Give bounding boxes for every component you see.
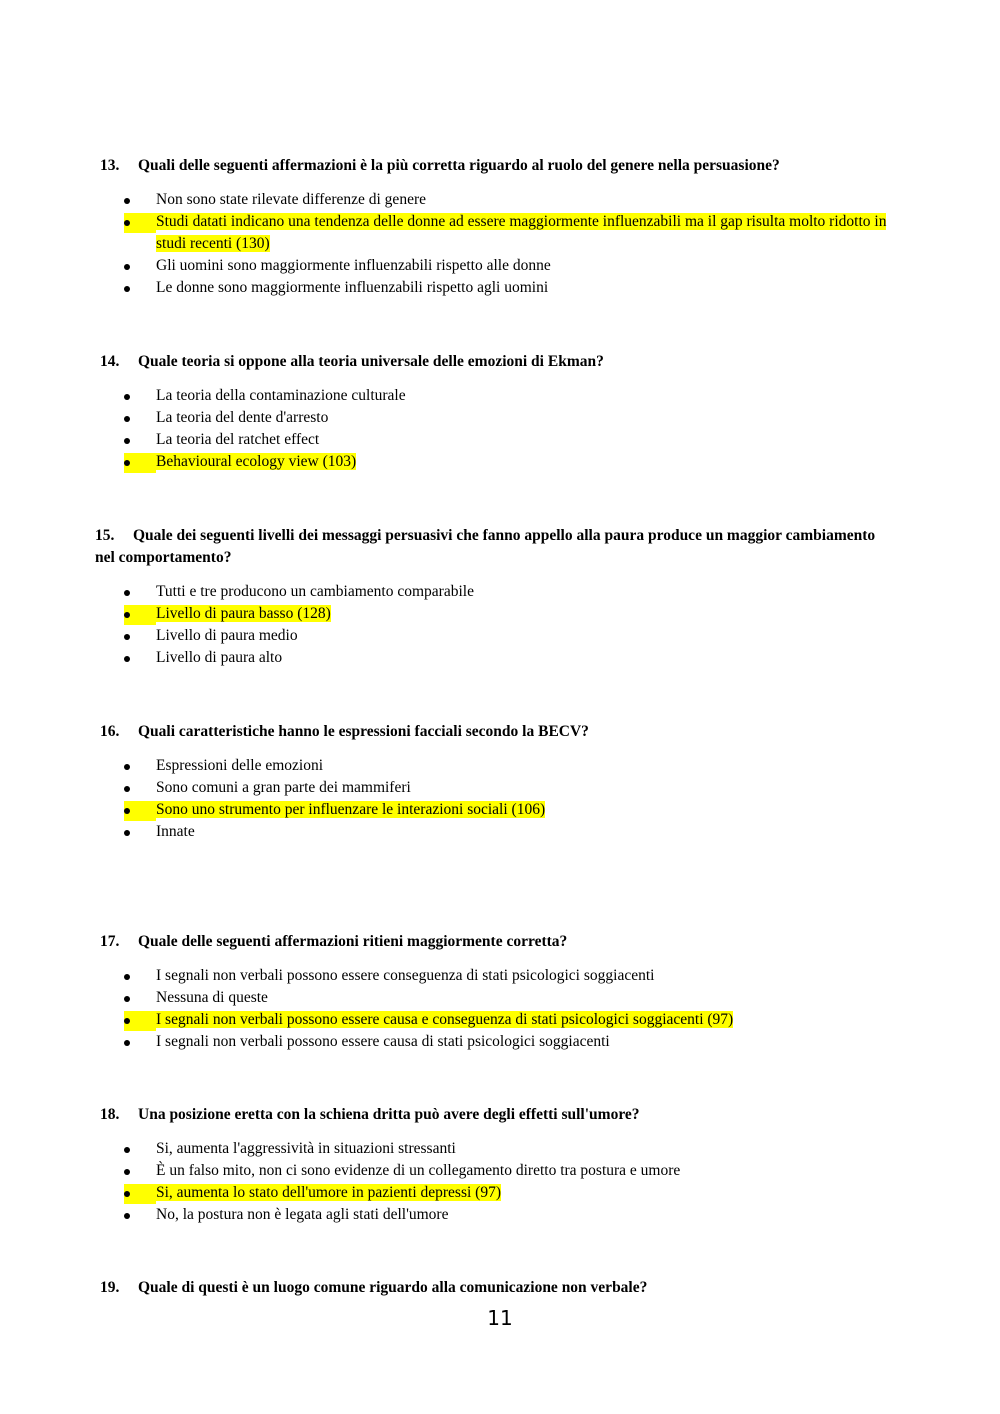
question-19: [95, 1277, 895, 1299]
bullet-icon: [124, 808, 130, 814]
answer-option: [95, 429, 895, 451]
answer-list: [95, 581, 895, 669]
question-15: [95, 525, 895, 669]
answer-option: [95, 821, 895, 843]
bullet-icon: [124, 394, 130, 400]
bullet-icon: [124, 1213, 130, 1219]
answer-text: Innate: [156, 823, 195, 840]
page-number: 11: [487, 1306, 513, 1330]
bullet-icon: [124, 612, 130, 618]
question-title: [95, 1277, 895, 1299]
question-16: [95, 721, 895, 843]
bullet-icon: [124, 198, 130, 204]
question-number: 18.: [100, 1106, 120, 1123]
question-text: Quali caratteristiche hanno le espressioni facciali secondo la BECV?: [138, 723, 589, 740]
bullet-icon: [124, 286, 130, 292]
highlight-marker: [124, 605, 156, 625]
question-title: [95, 931, 895, 953]
question-number: 16.: [100, 723, 120, 740]
answer-option-correct: [95, 211, 895, 255]
answer-option-correct: [95, 451, 895, 473]
answer-text: Nessuna di queste: [156, 989, 268, 1006]
bullet-icon: [124, 220, 130, 226]
bullet-icon: [124, 1147, 130, 1153]
highlight-marker: [124, 213, 156, 233]
answer-text: No, la postura non è legata agli stati dell'umore: [156, 1206, 449, 1223]
answer-option-correct: [95, 603, 895, 625]
question-14: [95, 351, 895, 473]
question-text: Quali delle seguenti affermazioni è la più corretta riguardo al ruolo del genere nella persuasione?: [138, 157, 780, 174]
answer-option: [95, 189, 895, 211]
bullet-icon: [124, 1040, 130, 1046]
answer-option: [95, 277, 895, 299]
answer-list: [95, 965, 895, 1053]
question-text: Quale delle seguenti affermazioni ritieni maggiormente corretta?: [138, 933, 568, 950]
answer-list: [95, 189, 895, 299]
bullet-icon: [124, 590, 130, 596]
answer-option: [95, 407, 895, 429]
question-number: 13.: [100, 157, 120, 174]
question-text: Quale di questi è un luogo comune riguardo alla comunicazione non verbale?: [138, 1279, 648, 1296]
bullet-icon: [124, 264, 130, 270]
answer-option: [95, 255, 895, 277]
bullet-icon: [124, 1169, 130, 1175]
answer-text: Gli uomini sono maggiormente influenzabili rispetto alle donne: [156, 257, 551, 274]
question-text: Quale dei seguenti livelli dei messaggi persuasivi che fanno appello alla paura produce un maggior cambiamento nel comportamento?: [95, 527, 876, 566]
answer-text: I segnali non verbali possono essere causa e conseguenza di stati psicologici soggiacenti (97): [156, 1011, 734, 1028]
question-title: [95, 1104, 895, 1126]
question-title: [95, 351, 895, 373]
answer-text: La teoria del dente d'arresto: [156, 409, 329, 426]
answer-text: Si, aumenta lo stato dell'umore in pazienti depressi (97): [156, 1184, 501, 1201]
answer-text: Sono uno strumento per influenzare le interazioni sociali (106): [156, 801, 546, 818]
question-title: [95, 525, 895, 569]
question-18: [95, 1104, 895, 1226]
question-13: [95, 155, 895, 299]
answer-text: Livello di paura basso (128): [156, 605, 331, 622]
question-number: 19.: [100, 1279, 120, 1296]
answer-text: Espressioni delle emozioni: [156, 757, 324, 774]
answer-option: [95, 1204, 895, 1226]
answer-option: [95, 385, 895, 407]
bullet-icon: [124, 996, 130, 1002]
answer-text: I segnali non verbali possono essere causa di stati psicologici soggiacenti: [156, 1033, 610, 1050]
answer-option-correct: [95, 1182, 895, 1204]
answer-option: [95, 777, 895, 799]
question-text: Quale teoria si oppone alla teoria universale delle emozioni di Ekman?: [138, 353, 604, 370]
answer-text: Livello di paura alto: [156, 649, 283, 666]
answer-text: La teoria della contaminazione culturale: [156, 387, 406, 404]
bullet-icon: [124, 786, 130, 792]
bullet-icon: [124, 830, 130, 836]
answer-option: [95, 987, 895, 1009]
answer-text: È un falso mito, non ci sono evidenze di un collegamento diretto tra postura e umore: [156, 1162, 681, 1179]
answer-text: Behavioural ecology view (103): [156, 453, 357, 470]
question-number: 17.: [100, 933, 120, 950]
bullet-icon: [124, 656, 130, 662]
answer-list: [95, 1138, 895, 1226]
bullet-icon: [124, 416, 130, 422]
bullet-icon: [124, 1191, 130, 1197]
answer-option: [95, 1138, 895, 1160]
answer-option-correct: [95, 799, 895, 821]
answer-option: [95, 965, 895, 987]
bullet-icon: [124, 974, 130, 980]
answer-text: Studi datati indicano una tendenza delle donne ad essere maggiormente influenzabili ma il gap risulta molto ridotto in studi recenti (130): [156, 213, 887, 252]
highlight-marker: [124, 453, 156, 473]
answer-option: [95, 581, 895, 603]
answer-option-correct: [95, 1009, 895, 1031]
bullet-icon: [124, 634, 130, 640]
answer-text: Sono comuni a gran parte dei mammiferi: [156, 779, 411, 796]
answer-list: [95, 755, 895, 843]
answer-text: La teoria del ratchet effect: [156, 431, 320, 448]
highlight-marker: [124, 801, 156, 821]
question-title: [95, 721, 895, 743]
highlight-marker: [124, 1011, 156, 1031]
answer-text: Tutti e tre producono un cambiamento comparabile: [156, 583, 474, 600]
answer-text: Livello di paura medio: [156, 627, 298, 644]
bullet-icon: [124, 1018, 130, 1024]
answer-option: [95, 1160, 895, 1182]
answer-list: [95, 385, 895, 473]
question-17: [95, 931, 895, 1053]
answer-text: I segnali non verbali possono essere conseguenza di stati psicologici soggiacenti: [156, 967, 655, 984]
answer-text: Si, aumenta l'aggressività in situazioni stressanti: [156, 1140, 456, 1157]
answer-option: [95, 1031, 895, 1053]
answer-option: [95, 755, 895, 777]
answer-text: Le donne sono maggiormente influenzabili rispetto agli uomini: [156, 279, 549, 296]
answer-text: Non sono state rilevate differenze di genere: [156, 191, 426, 208]
question-number: 14.: [100, 353, 120, 370]
bullet-icon: [124, 460, 130, 466]
question-text: Una posizione eretta con la schiena dritta può avere degli effetti sull'umore?: [138, 1106, 640, 1123]
question-title: [95, 155, 895, 177]
highlight-marker: [124, 1184, 156, 1204]
answer-option: [95, 647, 895, 669]
question-number: 15.: [95, 527, 115, 544]
bullet-icon: [124, 764, 130, 770]
answer-option: [95, 625, 895, 647]
bullet-icon: [124, 438, 130, 444]
